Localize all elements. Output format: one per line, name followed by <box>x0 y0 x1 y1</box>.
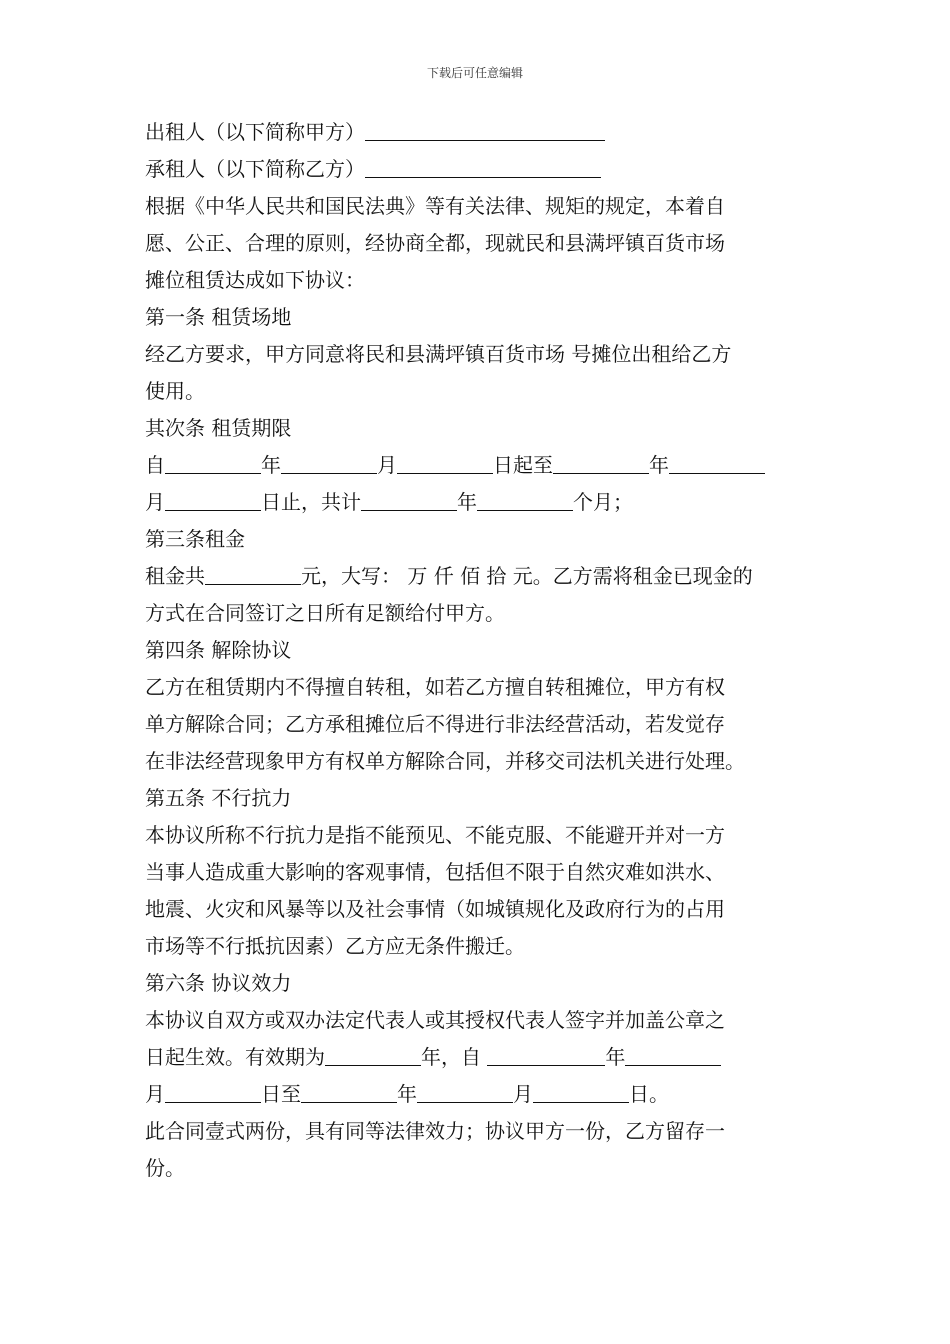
blank-start-year <box>165 451 261 474</box>
blank-validity-end-day <box>533 1080 629 1103</box>
blank-validity-start-month <box>625 1043 721 1066</box>
validity-prefix: 日起生效。有效期为 <box>145 1045 325 1069</box>
year-label: 年 <box>457 490 477 514</box>
year-label: 年 <box>397 1082 417 1106</box>
article-6-validity-line-2 <box>145 1076 810 1113</box>
lessee-line <box>145 151 810 188</box>
blank-end-day <box>165 488 261 511</box>
blank-rent-amount <box>205 562 301 585</box>
year-label: 年 <box>605 1045 626 1069</box>
day-to-label: 日止，共计 <box>261 490 361 514</box>
blank-validity-start-year <box>487 1043 605 1066</box>
lessor-line <box>145 114 810 151</box>
month-label: 月 <box>377 453 397 477</box>
article-3-rent-line <box>145 558 810 595</box>
months-label: 个月； <box>573 490 633 514</box>
validity-from-label: 年，自 <box>421 1045 488 1069</box>
blank-validity-start-day <box>165 1080 261 1103</box>
article-3-title: 第三条租金 <box>145 527 245 551</box>
month-label: 月 <box>145 1082 165 1106</box>
day-to-label: 日至 <box>261 1082 301 1106</box>
article-1-text: 使用。 <box>145 379 205 403</box>
blank-validity-years <box>325 1043 421 1066</box>
day-end-label: 日。 <box>629 1082 669 1106</box>
article-4-text: 单方解除合同；乙方承租摊位后不得进行非法经营活动，若发觉存 <box>145 712 725 736</box>
year-label: 年 <box>261 453 281 477</box>
preamble-line: 愿、公正、合理的原则，经协商全都，现就民和县满坪镇百货市场 <box>145 231 725 255</box>
article-2-period-line-1 <box>145 447 810 484</box>
day-from-label: 日起至 <box>493 453 553 477</box>
article-6-text: 本协议自双方或双办法定代表人或其授权代表人签字并加盖公章之 <box>145 1008 725 1032</box>
blank-validity-end-year <box>301 1080 397 1103</box>
article-4-text: 在非法经营现象甲方有权单方解除合同，并移交司法机关进行处理。 <box>145 749 745 773</box>
contract-body <box>145 114 810 1187</box>
article-2-period-line-2 <box>145 484 810 521</box>
page-header-note: 下载后可任意编辑 <box>426 66 523 80</box>
article-1-text: 经乙方要求，甲方同意将民和县满坪镇百货市场 号摊位出租给乙方 <box>145 342 732 366</box>
blank-start-month <box>281 451 377 474</box>
lessor-blank <box>365 118 605 141</box>
year-label: 年 <box>649 453 669 477</box>
article-4-title: 第四条 解除协议 <box>145 638 292 662</box>
article-5-text: 市场等不行抵抗因素）乙方应无条件搬迁。 <box>145 934 525 958</box>
blank-end-year <box>553 451 649 474</box>
month-label: 月 <box>513 1082 533 1106</box>
from-label: 自 <box>145 453 165 477</box>
preamble-line: 摊位租赁达成如下协议： <box>145 268 365 292</box>
closing-text: 份。 <box>145 1156 185 1180</box>
rent-rest: 元，大写： 万 仟 佰 拾 元。乙方需将租金已现金的 <box>301 564 753 588</box>
article-6-validity-line-1 <box>145 1039 810 1076</box>
lessee-label: 承租人（以下简称乙方） <box>145 157 365 181</box>
article-5-text: 地震、火灾和风暴等以及社会事情（如城镇规化及政府行为的占用 <box>145 897 725 921</box>
lessor-label: 出租人（以下简称甲方） <box>145 120 365 144</box>
rent-prefix: 租金共 <box>145 564 205 588</box>
article-6-title: 第六条 协议效力 <box>145 971 292 995</box>
article-3-text: 方式在合同签订之日所有足额给付甲方。 <box>145 601 505 625</box>
blank-total-years <box>361 488 457 511</box>
article-5-text: 当事人造成重大影响的客观事情，包括但不限于自然灾难如洪水、 <box>145 860 725 884</box>
month-label: 月 <box>145 490 165 514</box>
article-5-title: 第五条 不行抗力 <box>145 786 292 810</box>
article-2-title: 其次条 租赁期限 <box>145 416 292 440</box>
article-5-text: 本协议所称不行抗力是指不能预见、不能克服、不能避开并对一方 <box>145 823 725 847</box>
blank-end-month <box>669 451 765 474</box>
lessee-blank <box>365 155 601 178</box>
article-4-text: 乙方在租赁期内不得擅自转租，如若乙方擅自转租摊位，甲方有权 <box>145 675 725 699</box>
article-1-title: 第一条 租赁场地 <box>145 305 292 329</box>
blank-total-months <box>477 488 573 511</box>
closing-text: 此合同壹式两份，具有同等法律效力；协议甲方一份，乙方留存一 <box>145 1119 725 1143</box>
blank-validity-end-month <box>417 1080 513 1103</box>
blank-start-day <box>397 451 493 474</box>
preamble-line: 根据《中华人民共和国民法典》等有关法律、规矩的规定，本着自 <box>145 194 725 218</box>
